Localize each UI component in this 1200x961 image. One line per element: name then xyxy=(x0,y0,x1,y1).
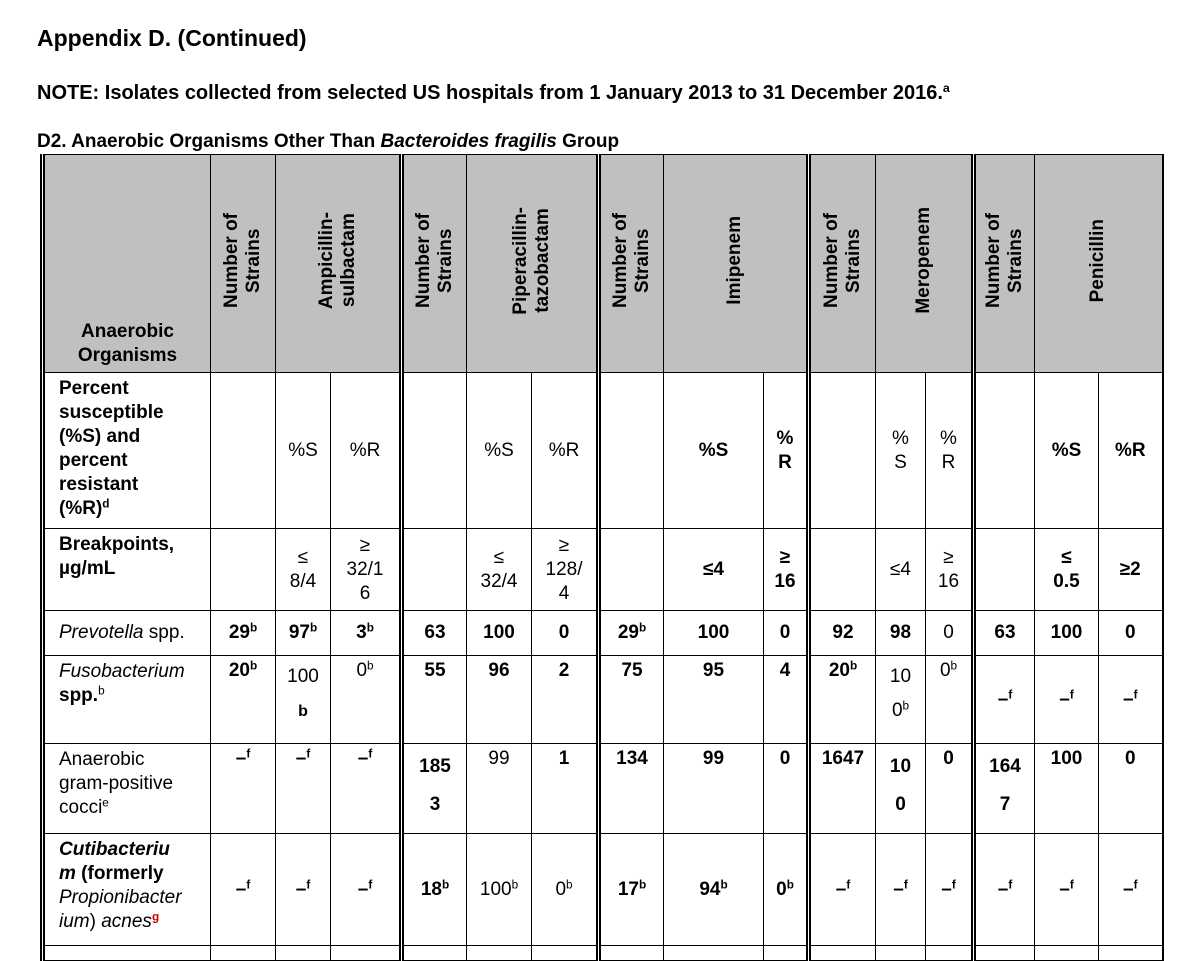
header-strains-mer: Number of Strains xyxy=(809,155,876,373)
cell: –$^f$ xyxy=(974,834,1035,946)
table-row-cutibacterium xyxy=(43,834,1163,946)
note-text: NOTE: Isolates collected from selected US hospitals from 1 January 2013 to 31 December 2016. xyxy=(37,82,943,104)
cell: –$^f$ xyxy=(211,744,276,834)
cell: 2 xyxy=(532,656,599,744)
cell: 95 xyxy=(664,656,764,744)
cell xyxy=(402,946,467,961)
susceptibility-table xyxy=(40,154,1164,961)
header-organisms: Anaerobic Organisms xyxy=(43,155,211,373)
cell: ≥ 32/1 6 xyxy=(331,529,402,611)
cell: %R xyxy=(532,373,599,529)
cell: 17$^b$ xyxy=(599,834,664,946)
cell xyxy=(43,946,211,961)
cell: ≥ 128/ 4 xyxy=(532,529,599,611)
subtitle-italic: Bacteroides fragilis xyxy=(380,131,557,152)
cell: 0$^b$ xyxy=(532,834,599,946)
cell xyxy=(331,946,402,961)
table-row-breakpoints xyxy=(43,529,1163,611)
header-strains-pen: Number of Strains xyxy=(974,155,1035,373)
table-subtitle xyxy=(37,131,619,153)
cell: 0 xyxy=(764,744,809,834)
cell: 99 xyxy=(664,744,764,834)
cell: –$^f$ xyxy=(276,834,331,946)
header-penicillin: Penicillin xyxy=(1035,155,1163,373)
cell: %S xyxy=(276,373,331,529)
cell xyxy=(211,529,276,611)
cell: 29$^b$ xyxy=(599,611,664,656)
cell: –$^f$ xyxy=(926,834,974,946)
cell: –$^f$ xyxy=(276,744,331,834)
cell: 100$^b$ xyxy=(467,834,532,946)
cell: 94$^b$ xyxy=(664,834,764,946)
cell: 92 xyxy=(809,611,876,656)
cell: % R xyxy=(926,373,974,529)
cell: ≤ 0.5 xyxy=(1035,529,1099,611)
cell xyxy=(664,946,764,961)
cell: ≥ 16 xyxy=(764,529,809,611)
cell: –$^f$ xyxy=(1035,834,1099,946)
cell: 0 xyxy=(926,611,974,656)
cell xyxy=(276,946,331,961)
header-strains-imi: Number of Strains xyxy=(599,155,664,373)
cell: 0$^b$ xyxy=(926,656,974,744)
cell: –$^f$ xyxy=(1099,834,1163,946)
subtitle-prefix: D2. Anaerobic Organisms Other Than xyxy=(37,131,381,152)
cell: –$^f$ xyxy=(809,834,876,946)
cell: 63 xyxy=(402,611,467,656)
cell: 98 xyxy=(876,611,926,656)
table-row-percent xyxy=(43,373,1163,529)
cell: 0$^b$ xyxy=(764,834,809,946)
cell: –$^f$ xyxy=(331,744,402,834)
cell: 96 xyxy=(467,656,532,744)
table-row-fusobacterium xyxy=(43,656,1163,744)
cell: –$^f$ xyxy=(331,834,402,946)
cell xyxy=(599,373,664,529)
cell xyxy=(809,529,876,611)
cell: %S xyxy=(664,373,764,529)
subtitle-suffix: Group xyxy=(556,131,620,152)
row-label-cutibacterium: Cutibacteriu m (formerly Propionibacter ium) acnes$^g$ xyxy=(43,834,211,946)
cell xyxy=(599,529,664,611)
cell xyxy=(599,946,664,961)
cell: %R xyxy=(1099,373,1163,529)
header-row xyxy=(43,155,1163,373)
cell: 10 0 xyxy=(876,744,926,834)
cell: 0$^b$ xyxy=(331,656,402,744)
cell: –$^f$ xyxy=(1035,656,1099,744)
cell: %S xyxy=(467,373,532,529)
cell: 164 7 xyxy=(974,744,1035,834)
row-label-prevotella: Prevotella spp. xyxy=(43,611,211,656)
cell: ≥2 xyxy=(1099,529,1163,611)
cell: % R xyxy=(764,373,809,529)
cell: 3$^b$ xyxy=(331,611,402,656)
cell xyxy=(809,373,876,529)
cell: %R xyxy=(331,373,402,529)
cell xyxy=(974,946,1035,961)
cell: 0 xyxy=(1099,744,1163,834)
cell xyxy=(402,529,467,611)
cell: 20$^b$ xyxy=(211,656,276,744)
cell: 63 xyxy=(974,611,1035,656)
cell xyxy=(1035,946,1099,961)
row-label-fusobacterium: Fusobacterium spp.$^b$ xyxy=(43,656,211,744)
cell: 100 xyxy=(664,611,764,656)
cell xyxy=(809,946,876,961)
cell: 0 xyxy=(1099,611,1163,656)
cell xyxy=(211,373,276,529)
cell xyxy=(532,946,599,961)
cell: 1647 xyxy=(809,744,876,834)
note-footnote-a: a xyxy=(942,81,950,96)
header-strains-amp: Number of Strains xyxy=(211,155,276,373)
cell: 0 xyxy=(532,611,599,656)
cell: ≥ 16 xyxy=(926,529,974,611)
table-row-partial xyxy=(43,946,1163,961)
cell: 20$^b$ xyxy=(809,656,876,744)
cell: 185 3 xyxy=(402,744,467,834)
row-label-percent: Percent susceptible (%S) and percent resistant $(\%R)^d$ xyxy=(43,373,211,529)
row-label-breakpoints: Breakpoints, µg/mL xyxy=(43,529,211,611)
cell: 99 xyxy=(467,744,532,834)
header-ampicillin-sulbactam: Ampicillin- sulbactam xyxy=(276,155,402,373)
cell: –$^f$ xyxy=(1099,656,1163,744)
cell: ≤ 8/4 xyxy=(276,529,331,611)
cell: ≤4 xyxy=(664,529,764,611)
cell: 0 xyxy=(764,611,809,656)
cell: ≤ 32/4 xyxy=(467,529,532,611)
cell: 75 xyxy=(599,656,664,744)
cell xyxy=(926,946,974,961)
cell: 0 xyxy=(926,744,974,834)
header-meropenem: Meropenem xyxy=(876,155,974,373)
cell: 1 xyxy=(532,744,599,834)
cell: –$^f$ xyxy=(974,656,1035,744)
cell: %S xyxy=(1035,373,1099,529)
cell: 100 xyxy=(1035,611,1099,656)
cell xyxy=(974,373,1035,529)
header-imipenem: Imipenem xyxy=(664,155,809,373)
cell: 100 b xyxy=(276,656,331,744)
cell: 29$^b$ xyxy=(211,611,276,656)
note-line xyxy=(37,82,950,105)
cell: 4 xyxy=(764,656,809,744)
cell: 10 0$^b$ xyxy=(876,656,926,744)
page-heading: Appendix D. (Continued) xyxy=(37,25,307,51)
cell: 100 xyxy=(467,611,532,656)
cell: ≤4 xyxy=(876,529,926,611)
cell: 100 xyxy=(1035,744,1099,834)
cell: –$^f$ xyxy=(211,834,276,946)
cell xyxy=(764,946,809,961)
cell xyxy=(1099,946,1163,961)
header-piperacillin-tazobactam: Piperacillin- tazobactam xyxy=(467,155,599,373)
cell xyxy=(467,946,532,961)
cell: 134 xyxy=(599,744,664,834)
table-row-cocci xyxy=(43,744,1163,834)
cell xyxy=(211,946,276,961)
cell xyxy=(974,529,1035,611)
cell: –$^f$ xyxy=(876,834,926,946)
cell: % S xyxy=(876,373,926,529)
cell: 55 xyxy=(402,656,467,744)
cell: 97$^b$ xyxy=(276,611,331,656)
cell xyxy=(402,373,467,529)
row-label-cocci: Anaerobic gram-positive cocci$^e$ xyxy=(43,744,211,834)
header-strains-pip: Number of Strains xyxy=(402,155,467,373)
cell xyxy=(876,946,926,961)
table-row-prevotella xyxy=(43,611,1163,656)
cell: 18$^b$ xyxy=(402,834,467,946)
